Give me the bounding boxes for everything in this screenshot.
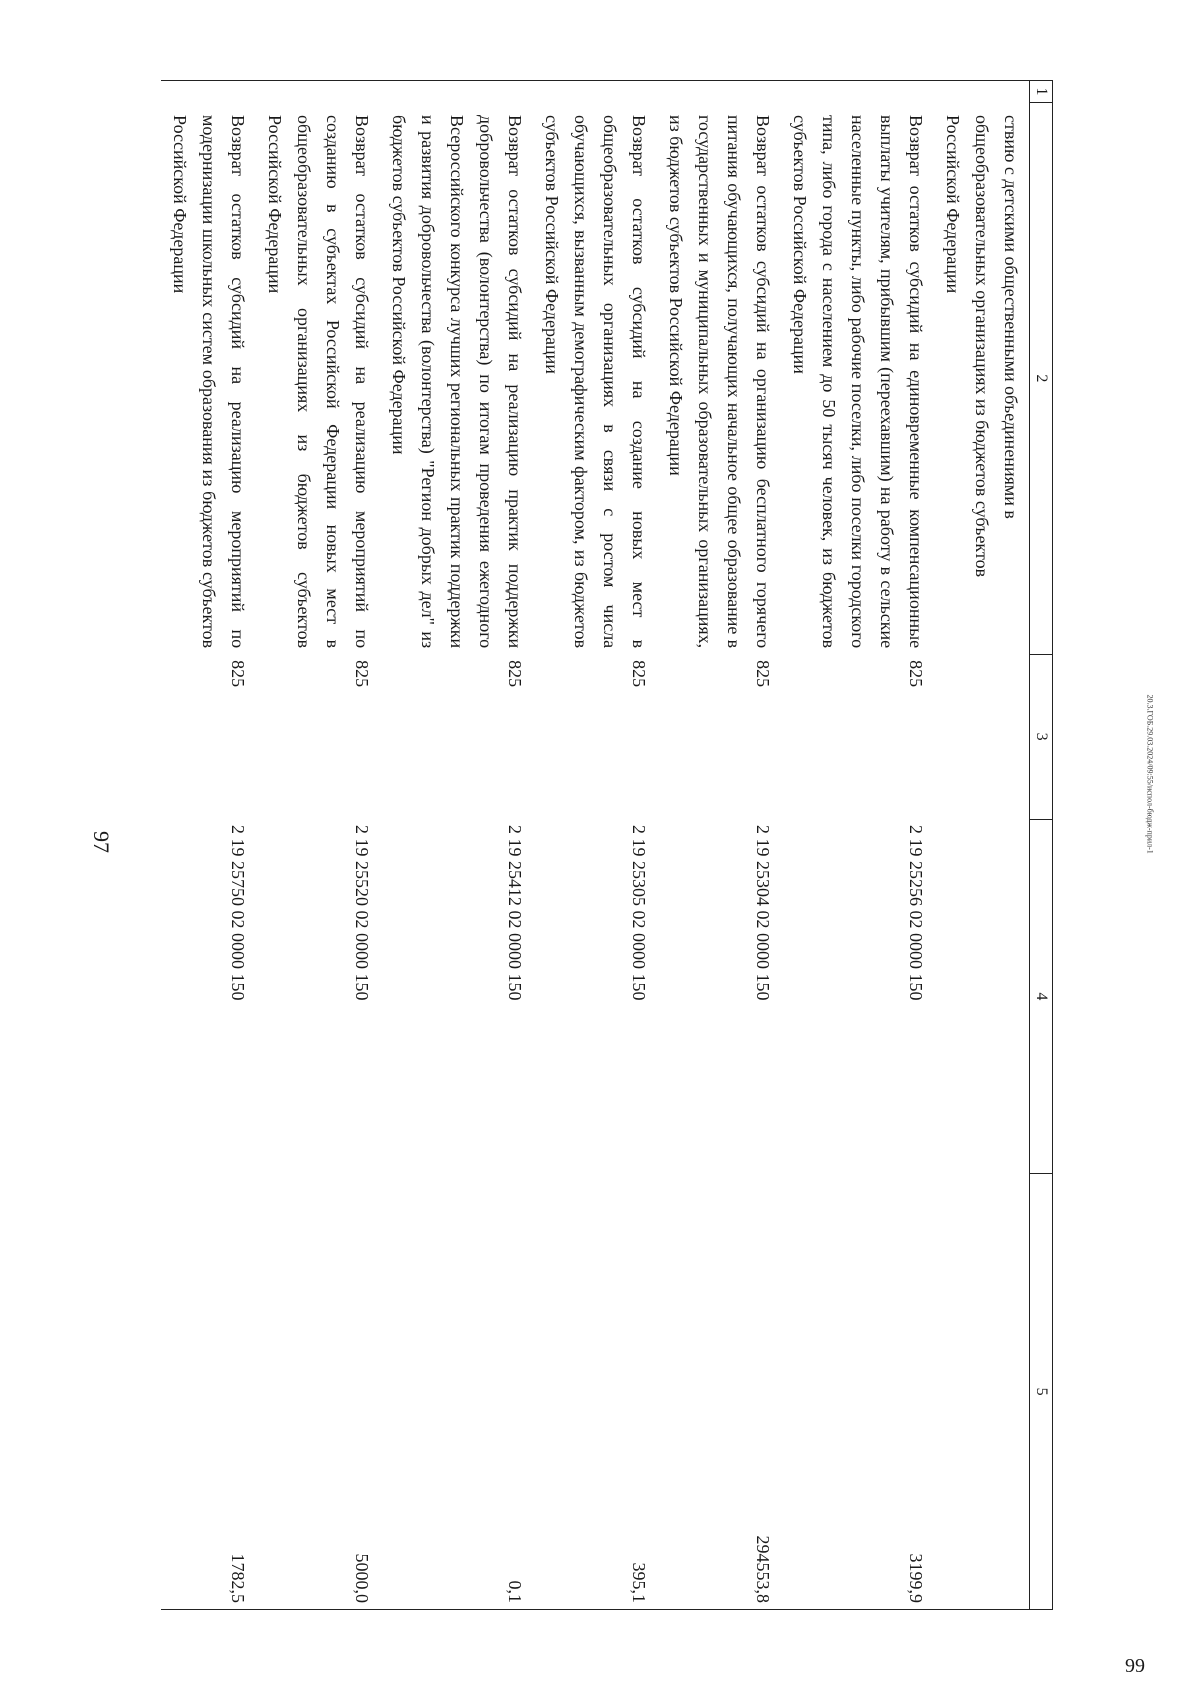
row-description: Возврат остатков субсидий на создание новых мест в общеобразовательных организациях в связи с ростом числа обучающихся, вызванным демографическим фактором, из бюджетов субъектов Российской Федерации bbox=[533, 81, 657, 655]
row-admin-code: 825 bbox=[228, 660, 248, 688]
row-description: Возврат остатков субсидий на реализацию мероприятий по модернизации школьных систем образования из бюджетов субъектов Российской Федерации bbox=[161, 81, 256, 655]
row-description: Возврат остатков субсидий на единовременные компенсационные выплаты учителям, прибывшим (переехавшим) на работу в сельские населенные пункты, либо рабочие поселки, либо поселки городского типа, либо города с населением до 50 тысяч человек, из бюджетов субъектов Российской Федерации bbox=[781, 81, 934, 655]
row-admin-code: 825 bbox=[629, 660, 649, 688]
row-admin-code: 825 bbox=[352, 660, 372, 688]
header-col-3: 3 bbox=[1030, 654, 1053, 819]
header-col-1: 1 bbox=[1030, 81, 1053, 103]
row-budget-code: 2 19 25412 02 0000 150 bbox=[505, 825, 525, 1001]
row-amount: 294553,8 bbox=[657, 1174, 781, 1610]
budget-table bbox=[161, 80, 1053, 1610]
header-row bbox=[1030, 81, 1053, 1610]
page-number-top: 97 bbox=[89, 831, 114, 853]
row-amount: 395,1 bbox=[533, 1174, 657, 1610]
row-admin-code: 825 bbox=[753, 660, 773, 688]
row-budget-code: 2 19 25305 02 0000 150 bbox=[629, 825, 649, 1001]
table-row-continuation bbox=[934, 81, 1030, 1610]
row-budget-code: 2 19 25256 02 0000 150 bbox=[906, 825, 926, 1001]
row-admin-code: 825 bbox=[906, 660, 926, 688]
row-budget-code: 2 19 25520 02 0000 150 bbox=[352, 825, 372, 1001]
header-col-2: 2 bbox=[1030, 102, 1053, 654]
table-row bbox=[533, 81, 657, 1610]
table-row bbox=[161, 81, 256, 1610]
row-admin-code: 825 bbox=[505, 660, 525, 688]
row-budget-code: 2 19 25750 02 0000 150 bbox=[228, 825, 248, 1001]
rotated-table-container bbox=[170, 80, 1053, 1610]
row-amount: 0,1 bbox=[380, 1174, 533, 1610]
row-amount: 1782,5 bbox=[161, 1174, 256, 1610]
row-amount: 5000,0 bbox=[256, 1174, 380, 1610]
row-amount: 3199,9 bbox=[781, 1174, 934, 1610]
row-description: Возврат остатков субсидий на реализацию мероприятий по созданию в субъектах Российской Федерации новых мест в общеобразовательных организациях из бюджетов субъектов Российской Федерации bbox=[256, 81, 380, 655]
header-col-4: 4 bbox=[1030, 819, 1053, 1174]
table-row bbox=[781, 81, 934, 1610]
table-row bbox=[380, 81, 533, 1610]
row-description: Возврат остатков субсидий на реализацию практик поддержки добровольчества (волонтерства) по итогам проведения ежегодного Всероссийского конкурса лучших региональных практик поддержки и развития добровольчества (волонтерства) "Регион добрых дел" из бюджетов субъектов Российской Федерации bbox=[380, 81, 533, 655]
continuation-text: ствию с детскими общественными объединениями в общеобразовательных организациях из бюджетов субъектов Российской Федерации bbox=[934, 81, 1030, 655]
row-description: Возврат остатков субсидий на организацию бесплатного горячего питания обучающихся, получающих начальное общее образование в государственных и муниципальных образовательных организациях, из бюджетов субъектов Российской Федерации bbox=[657, 81, 781, 655]
footer-document-code: 20.3.ГОБ.29.03.2024/09:55/испол-бюдж-прил-1 bbox=[1145, 694, 1155, 854]
table-row bbox=[657, 81, 781, 1610]
row-budget-code: 2 19 25304 02 0000 150 bbox=[753, 825, 773, 1001]
page-number-corner: 99 bbox=[1125, 1655, 1145, 1677]
table-row bbox=[256, 81, 380, 1610]
header-col-5: 5 bbox=[1030, 1174, 1053, 1610]
